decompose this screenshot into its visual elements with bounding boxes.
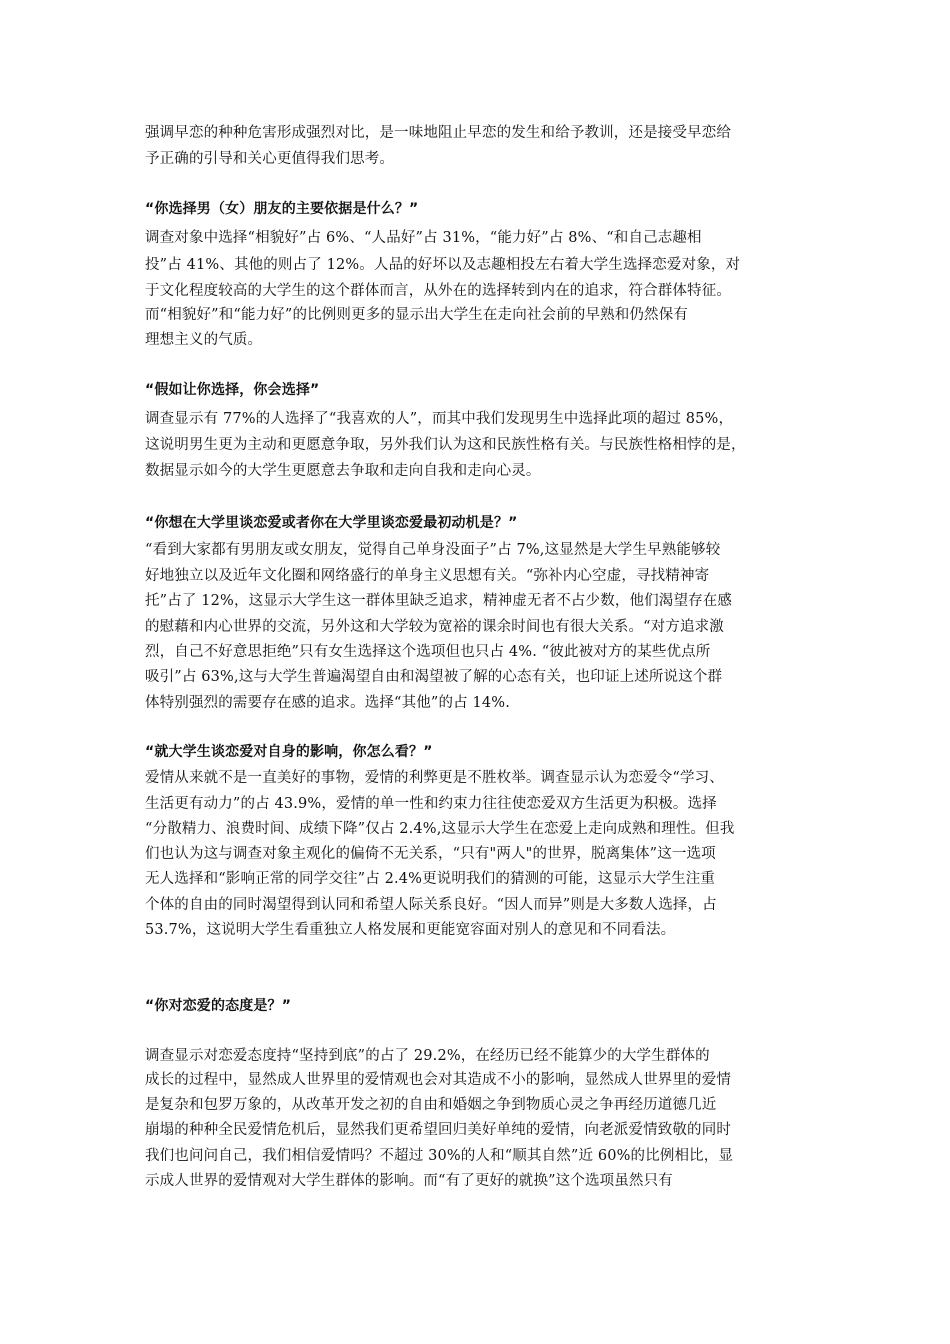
paragraph-line: 于文化程度较高的大学生的这个群体而言，从外在的选择转到内在的追求，符合群体特征。 [145, 283, 731, 299]
intro-line: 强调早恋的种种危害形成强烈对比，是一味地阻止早恋的发生和给予教训，还是接受早恋给 [145, 125, 731, 141]
paragraph-line: 调查对象中选择“相貌好”占 6%、“人品好”占 31%，“能力好”占 8%、“和自己志趣相 [145, 230, 702, 246]
paragraph-line: 53.7%，这说明大学生看重独立人格发展和更能宽容面对别人的意见和不同看法。 [145, 922, 676, 938]
section-heading: “你选择男（女）朋友的主要依据是什么？” [145, 201, 419, 217]
paragraph-line: 崩塌的种种全民爱情危机后，显然我们更希望回归美好单纯的爱情，向老派爱情致敬的同时 [145, 1122, 731, 1138]
intro-line: 予正确的引导和关心更值得我们思考。 [145, 151, 395, 167]
paragraph-line: 成长的过程中，显然成人世界里的爱情观也会对其造成不小的影响，显然成人世界里的爱情 [145, 1072, 731, 1088]
paragraph-line: 好地独立以及近年文化圈和网络盛行的单身主义思想有关。“弥补内心空虚，寻找精神寄 [145, 568, 710, 584]
paragraph-line: 理想主义的气质。 [145, 332, 263, 348]
paragraph-line: 这说明男生更为主动和更愿意争取，另外我们认为这和民族性格有关。与民族性格相悖的是， [145, 437, 746, 453]
section-heading: “假如让你选择，你会选择” [145, 382, 320, 398]
paragraph-line: “分散精力、浪费时间、成绩下降”仅占 2.4%,这显示大学生在恋爱上走向成熟和理性。但我 [145, 821, 735, 837]
paragraph-line: 托”占了 12%，这显示大学生这一群体里缺乏追求，精神虚无者不占少数，他们渴望存在感 [145, 593, 733, 609]
paragraph-line: 爱情从来就不是一直美好的事物，爱情的利弊更是不胜枚举。调查显示认为恋爱令“学习、 [145, 770, 724, 786]
paragraph-line: 调查显示对恋爱态度持“坚持到底”的占了 29.2%，在经历已经不能算少的大学生群体的 [145, 1048, 710, 1064]
paragraph-line: “看到大家都有男朋友或女朋友，觉得自己单身没面子”占 7%,这显然是大学生早熟能够较 [145, 542, 721, 558]
paragraph-line: 而“相貌好”和“能力好”的比例则更多的显示出大学生在走向社会前的早熟和仍然保有 [145, 307, 688, 323]
paragraph-line: 个体的自由的同时渴望得到认同和希望人际关系良好。“因人而异”则是大多数人选择，占 [145, 897, 717, 913]
section-heading: “你想在大学里谈恋爱或者你在大学里谈恋爱最初动机是？” [145, 515, 518, 531]
section-heading: “你对恋爱的态度是？” [145, 998, 292, 1014]
section-heading: “就大学生谈恋爱对自身的影响，你怎么看？” [145, 744, 433, 760]
paragraph-line: 调查显示有 77%的人选择了“我喜欢的人”，而其中我们发现男生中选择此项的超过 85%， [145, 411, 734, 427]
paragraph-line: 烈，自己不好意思拒绝”只有女生选择这个选项但也只占 4%. “彼此被对方的某些优点所 [145, 644, 711, 660]
paragraph-line: 示成人世界的爱情观对大学生群体的影响。而“有了更好的就换”这个选项虽然只有 [145, 1173, 673, 1189]
paragraph-line: 生活更有动力”的占 43.9%，爱情的单一性和约束力往往使恋爱双方生活更为积极。选择 [145, 796, 717, 812]
paragraph-line: 投”占 41%、其他的则占了 12%。人品的好坏以及志趣相投左右着大学生选择恋爱对象，对 [145, 257, 741, 273]
paragraph-line: 无人选择和“影响正常的同学交往”占 2.4%更说明我们的猜测的可能，这显示大学生注重 [145, 871, 716, 887]
paragraph-line: 是复杂和包罗万象的，从改革开发之初的自由和婚姻之争到物质心灵之争再经历道德几近 [145, 1097, 717, 1113]
paragraph-line: 我们也问问自己，我们相信爱情吗？不超过 30%的人和“顺其自然”近 60%的比例相比，显 [145, 1148, 734, 1164]
paragraph-line: 体特别强烈的需要存在感的追求。选择“其他”的占 14%. [145, 695, 510, 711]
paragraph-line: 数据显示如今的大学生更愿意去争取和走向自我和走向心灵。 [145, 463, 541, 479]
paragraph-line: 的慰藉和内心世界的交流，另外这和大学较为宽裕的课余时间也有很大关系。“对方追求激 [145, 619, 724, 635]
paragraph-line: 吸引”占 63%,这与大学生普遍渴望自由和渴望被了解的心态有关，也印证上述所说这个群 [145, 669, 723, 685]
paragraph-line: 们也认为这与调查对象主观化的偏倚不无关系，“只有"两人"的世界，脱离集体”这一选项 [145, 846, 716, 862]
